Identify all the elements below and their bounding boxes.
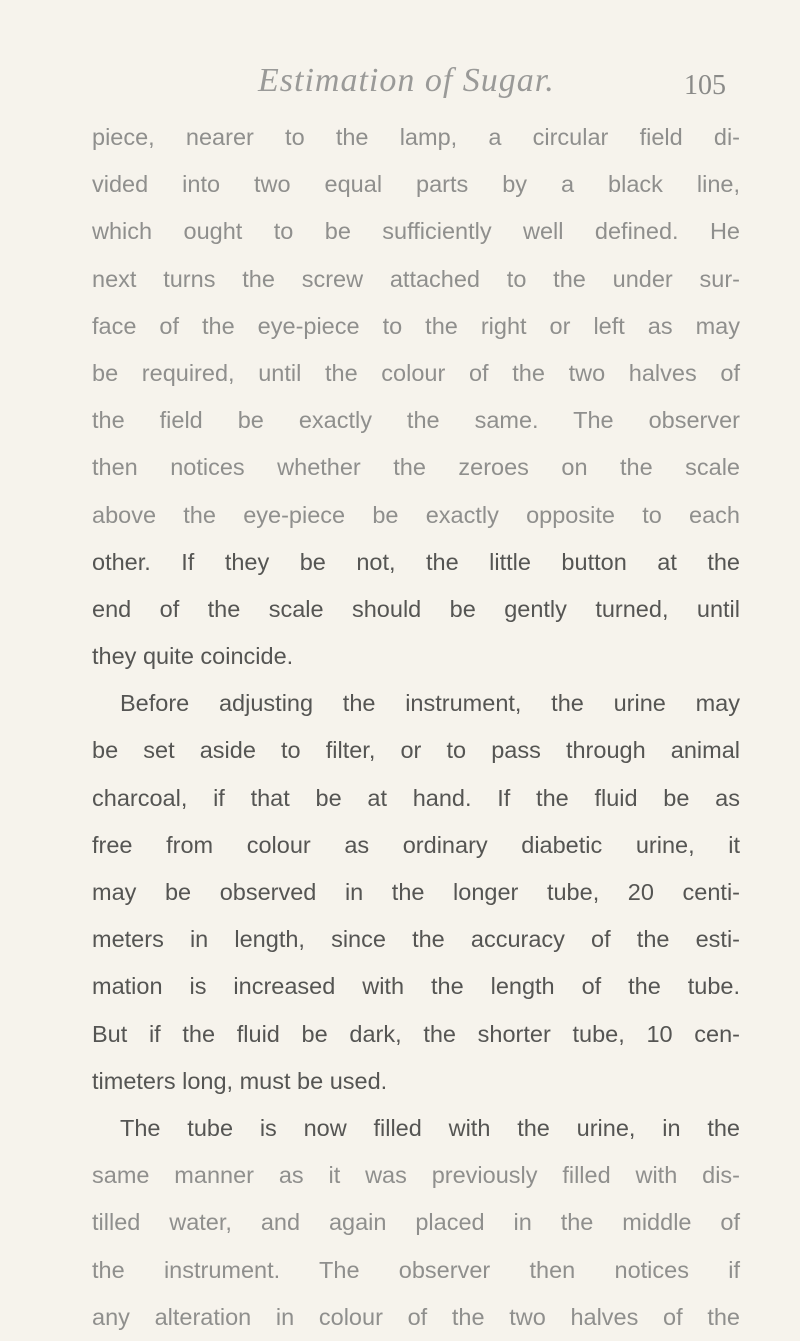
text-line: then notices whether the zeroes on the scale [92,454,740,481]
text-line: face of the eye-piece to the right or left as may [92,312,740,339]
text-line: next turns the screw attached to the under sur- [92,265,740,292]
text-line: be required, until the colour of the two halves of [92,359,740,386]
text-line: end of the scale should be gently turned, until [92,595,740,622]
text-line: be set aside to filter, or to pass through animal [92,737,740,764]
text-line: mation is increased with the length of the tube. [92,973,740,1000]
text-line: vided into two equal parts by a black line, [92,171,740,198]
text-line: any alteration in colour of the two halves of the [92,1303,740,1330]
text-line: Before adjusting the instrument, the urine may [120,690,740,717]
text-line: The tube is now filled with the urine, in the [120,1114,740,1141]
text-line: But if the fluid be dark, the shorter tube, 10 cen- [92,1020,740,1047]
text-line: free from colour as ordinary diabetic urine, it [92,831,740,858]
text-line: timeters long, must be used. [92,1067,388,1094]
text-line: other. If they be not, the little button at the [92,548,740,575]
text-line: piece, nearer to the lamp, a circular field di- [92,124,740,150]
text-line: tilled water, and again placed in the middle of [92,1209,740,1236]
text-line: the instrument. The observer then notices if [92,1256,740,1283]
text-line: they quite coincide. [92,643,294,670]
text-line: may be observed in the longer tube, 20 centi- [92,879,740,905]
page-number: 105 [684,70,726,101]
running-title: Estimation of Sugar. [258,62,555,99]
text-line: charcoal, if that be at hand. If the fluid be as [92,784,740,811]
text-line: same manner as it was previously filled with dis- [92,1162,740,1189]
text-line: above the eye-piece be exactly opposite to each [92,501,740,528]
text-line: the field be exactly the same. The observer [92,407,740,434]
text-line: which ought to be sufficiently well defined. He [92,218,740,245]
body-text [92,114,740,1341]
text-line: meters in length, since the accuracy of the esti- [92,926,740,953]
